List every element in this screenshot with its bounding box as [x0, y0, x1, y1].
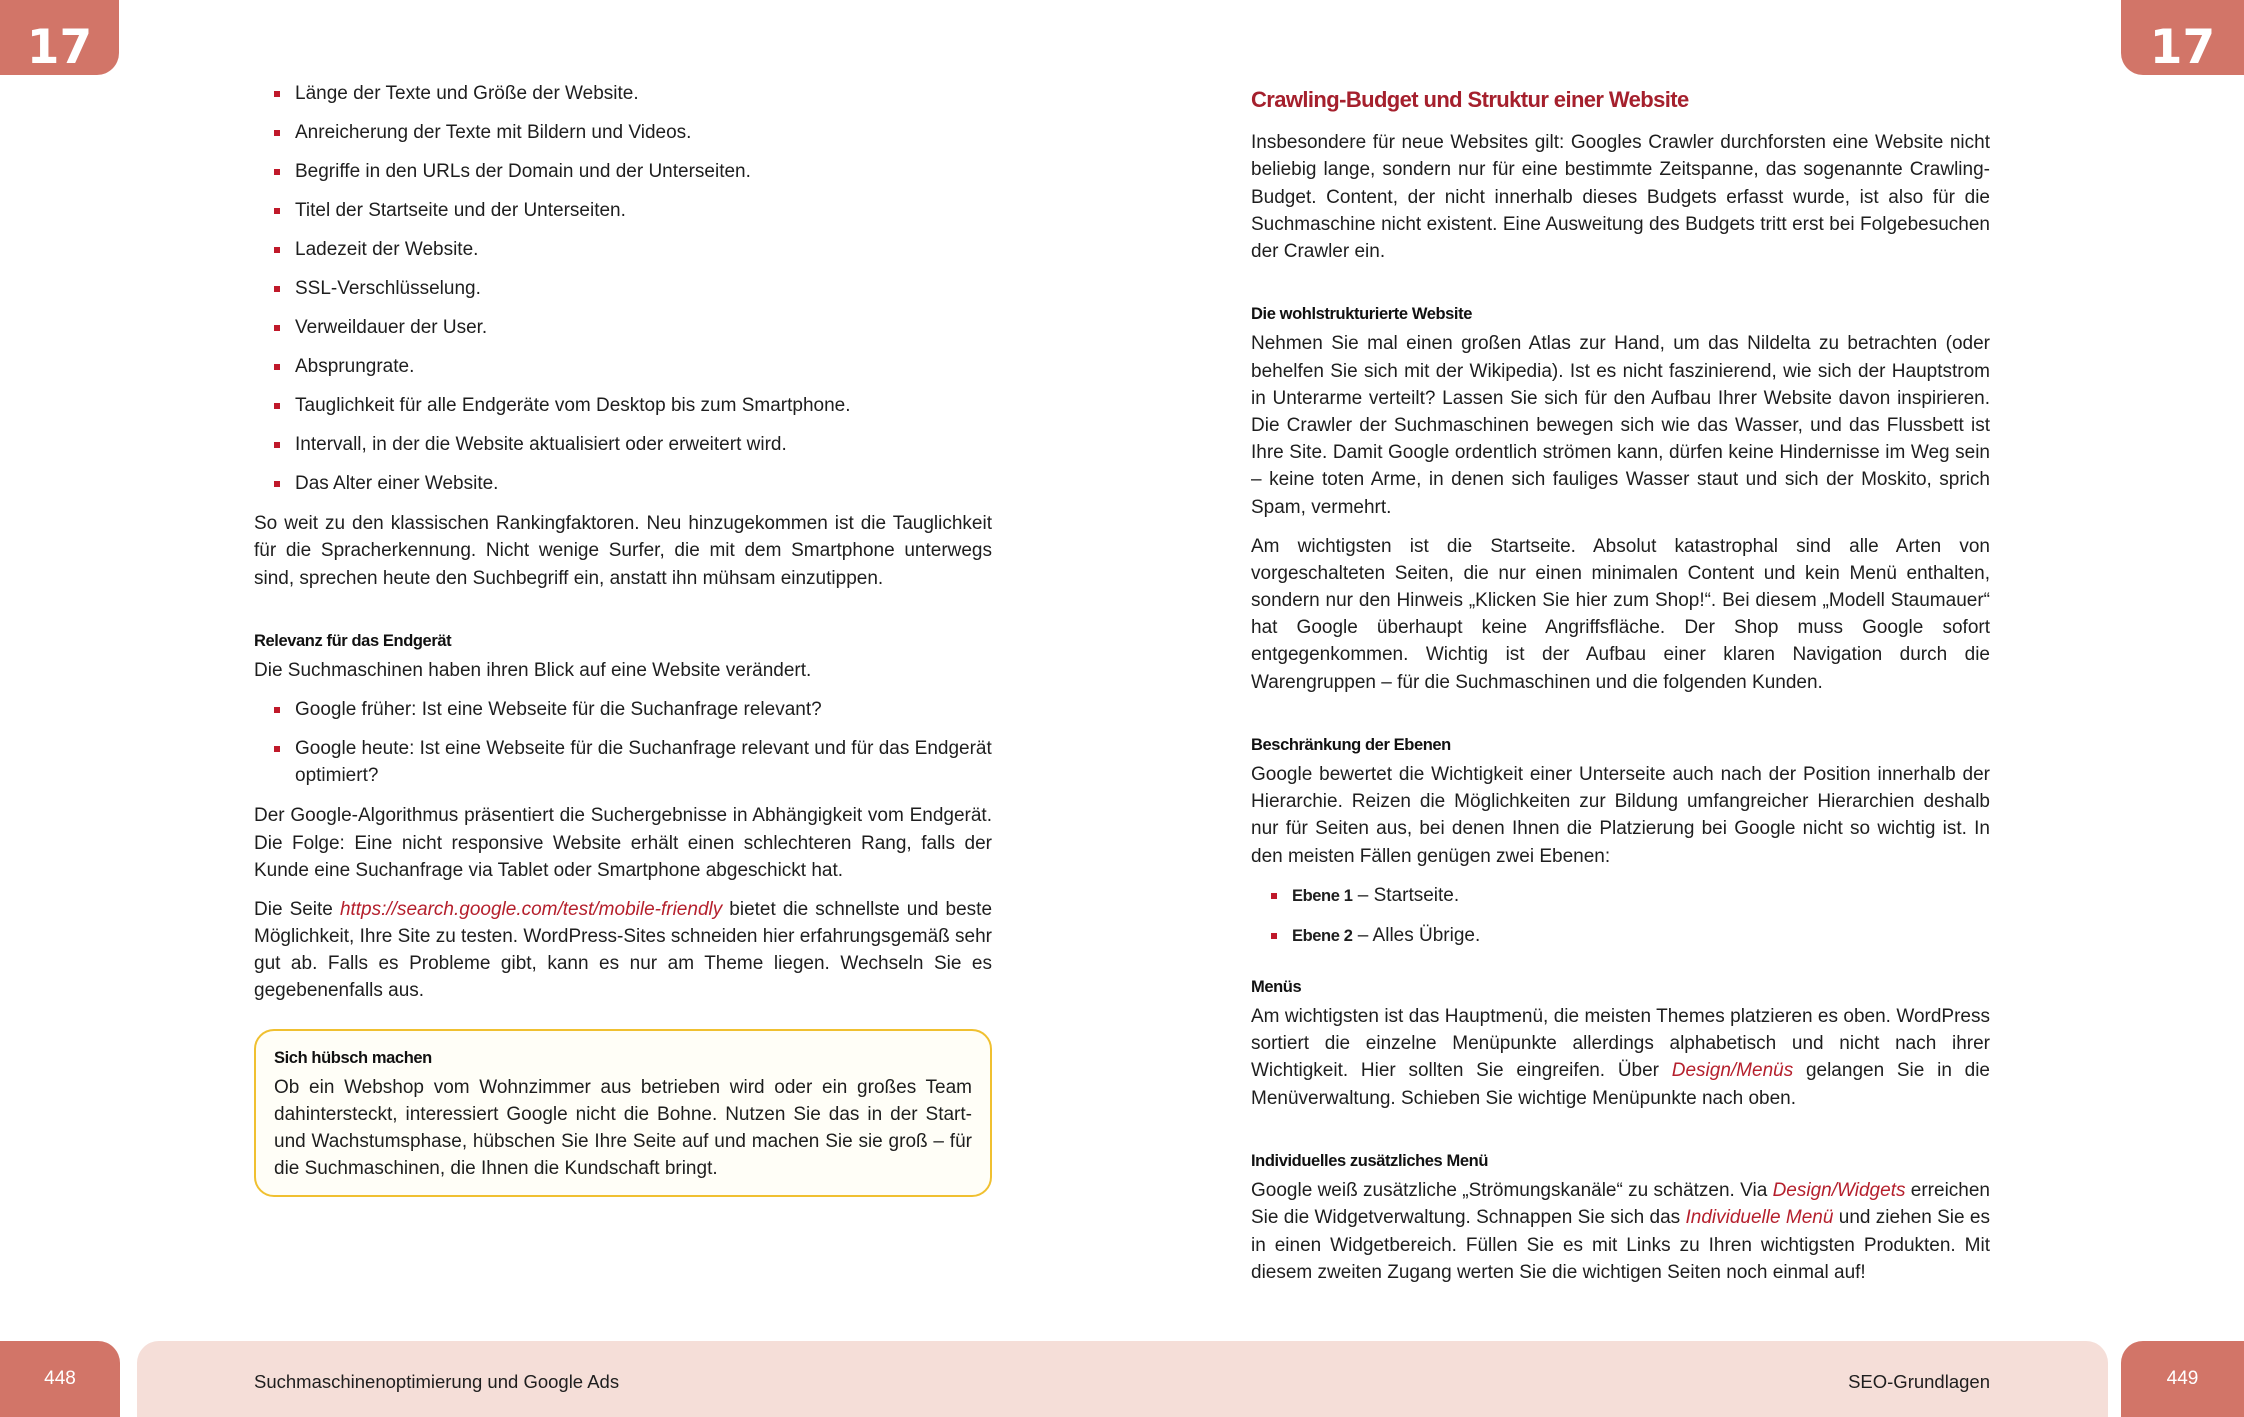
list-item: Titel der Startseite und der Unterseiten.	[254, 197, 992, 224]
design-menus-link[interactable]: Design/Menüs	[1671, 1060, 1794, 1082]
list-item: Tauglichkeit für alle Endgeräte vom Desktop bis zum Smartphone.	[254, 392, 992, 419]
footer-book-title: Suchmaschinenoptimierung und Google Ads	[254, 1371, 620, 1392]
page-number-left: 448	[0, 1341, 120, 1417]
design-widgets-link[interactable]: Design/Widgets	[1772, 1180, 1906, 1202]
paragraph-atlas: Nehmen Sie mal einen großen Atlas zur Hand, um das Nildelta zu betrachten (oder behelfen Sie sich mit der Wikipedia). Ist es nicht faszinierend, wie sich der Hauptstrom in Unterarme verteilt? Lassen Sie sich für den Aufbau Ihrer Website davon inspirieren. Die Crawler der Suchmaschinen bewegen sich wie das Wasser, und das Flussbett ist Ihre Site. Damit Google ordentlich strömen kann, dürfen keine Hindernisse im Weg sein – keine toten Arme, in denen sich fauliges Wasser staut und sich der Moskito, sprich Spam, vermehrt.	[1251, 333, 1990, 518]
list-item	[1251, 882, 1990, 910]
list-item: Google früher: Ist eine Webseite für die Suchanfrage relevant?	[254, 696, 992, 723]
list-item: Ladezeit der Website.	[254, 236, 992, 263]
ebene-text: – Startseite.	[1352, 884, 1460, 906]
paragraph-startseite: Am wichtigsten ist die Startseite. Absolut katastrophal sind alle Arten von vorgeschalteten Seiten, die nur einen minimalen Content und kein Menü enthalten, sondern nur den Hinweis „Klicken Sie hier zum Shop!“. Bei diesem „Modell Staumauer“ hat Google überhaupt keine Angriffsfläche. Der Shop muss Google sofort entgegenkommen. Wichtig ist der Aufbau einer klaren Navigation durch die Warengruppen – für die Suchmaschinen und die folgenden Kunden.	[1251, 535, 1990, 693]
paragraph-crawling: Insbesondere für neue Websites gilt: Googles Crawler durchforsten eine Website nicht beliebig lange, sondern nur für eine bestimmte Zeitspanne, das sogenannte Crawling-Budget. Content, der nicht innerhalb dieses Budgets erfasst wurde, ist also für die Suchmaschine nicht existent. Eine Ausweitung des Budgets tritt erst bei Folgebesuchen der Crawler ein.	[1251, 132, 1990, 263]
heading-relevanz: Relevanz für das Endgerät	[254, 631, 452, 650]
paragraph-relevanz: Die Suchmaschinen haben ihren Blick auf eine Website verändert.	[254, 660, 812, 682]
text-segment: bietet die schnellste und beste Möglichkeit, Ihre Site zu testen. WordPress-Sites schneiden hier erfahrungsgemäß sehr gut ab. Falls es Probleme gibt, kann es nur am Theme liegen. Wechseln Sie es gegebenenfalls aus.	[254, 898, 993, 1002]
google-comparison-list	[254, 696, 992, 789]
text-segment: Am wichtigsten ist das Hauptmenü, die meisten Themes platzieren es oben. WordPress sortiert die einzelne Menüpunkte allerdings alphabetisch und nicht nach ihrer Wichtigkeit. Hier sollten Sie eingreifen. Über	[1251, 1006, 1990, 1082]
footer-chapter-title: SEO-Grundlagen	[1848, 1371, 1990, 1392]
list-item: Intervall, in der die Website aktualisiert oder erweitert wird.	[254, 431, 992, 458]
list-item: Google heute: Ist eine Webseite für die Suchanfrage relevant und für das Endgerät optimiert?	[254, 735, 992, 789]
individuelle-menu-link[interactable]: Individuelle Menü	[1685, 1207, 1834, 1229]
heading-individuell: Individuelles zusätzliches Menü	[1251, 1151, 1488, 1170]
tip-box	[254, 1029, 992, 1197]
tip-box-heading: Sich hübsch machen	[274, 1048, 432, 1067]
heading-menus: Menüs	[1251, 977, 1302, 996]
heading-ebenen: Beschränkung der Ebenen	[1251, 735, 1451, 754]
ebene-label: Ebene 2	[1292, 926, 1353, 945]
paragraph-individuell	[1251, 1177, 1990, 1286]
list-item: Länge der Texte und Größe der Website.	[254, 80, 992, 107]
list-item: Begriffe in den URLs der Domain und der Unterseiten.	[254, 158, 992, 185]
paragraph-mobile-test	[254, 896, 992, 1005]
right-page-column	[1251, 80, 1990, 1298]
paragraph-algorithmus: Der Google-Algorithmus präsentiert die Suchergebnisse in Abhängigkeit vom Endgerät. Die Folge: Eine nicht responsive Website erhält einen schlechteren Rang, falls der Kunde eine Suchanfrage via Tablet oder Smartphone abgeschickt hat.	[254, 805, 992, 881]
paragraph-ebenen: Google bewertet die Wichtigkeit einer Unterseite auch nach der Position innerhalb der Hierarchie. Reizen die Möglichkeiten zur Bildung umfangreicher Hierarchien deshalb nur für Seiten aus, bei denen Ihnen die Platzierung bei Google nicht so wichtig ist. In den meisten Fällen genügen zwei Ebenen:	[1251, 764, 1990, 867]
ebene-label: Ebene 1	[1292, 886, 1353, 905]
mobile-friendly-test-link[interactable]: https://search.google.com/test/mobile-friendly	[339, 898, 723, 920]
list-item: Absprungrate.	[254, 353, 992, 380]
chapter-tab-right: 17	[2121, 0, 2244, 75]
tip-box-text: Ob ein Webshop vom Wohnzimmer aus betrieben wird oder ein großes Team dahintersteckt, interessiert Google nicht die Bohne. Nutzen Sie das in der Start- und Wachstumsphase, hübschen Sie Ihre Seite auf und machen Sie sie groß – für die Suchmaschinen, die Ihnen die Kundschaft bringt.	[274, 1076, 972, 1180]
list-item	[1251, 922, 1990, 950]
list-item: Verweildauer der User.	[254, 314, 992, 341]
list-item: SSL-Verschlüsselung.	[254, 275, 992, 302]
chapter-tab-left: 17	[0, 0, 119, 75]
ebenen-list	[1251, 882, 1990, 950]
paragraph-ranking: So weit zu den klassischen Rankingfaktoren. Neu hinzugekommen ist die Tauglichkeit für die Spracherkennung. Nicht wenige Surfer, die mit dem Smartphone unterwegs sind, sprechen heute den Suchbegriff ein, anstatt ihn mühsam einzutippen.	[254, 513, 992, 589]
text-segment: Die Seite	[254, 898, 340, 920]
paragraph-menus	[1251, 1003, 1990, 1112]
ranking-factor-list	[254, 80, 992, 497]
section-heading-crawling: Crawling-Budget und Struktur einer Website	[1251, 87, 1689, 112]
ebene-text: – Alles Übrige.	[1352, 924, 1481, 946]
text-segment: und ziehen Sie es in einen Widgetbereich. Füllen Sie es mit Links zu Ihren wichtigsten Produkten. Mit diesem zweiten Zugang werten Sie die wichtigen Seiten noch einmal auf!	[1251, 1207, 1990, 1283]
text-segment: Google weiß zusätzliche „Strömungskanäle“ zu schätzen. Via	[1251, 1180, 1773, 1202]
page-number-right: 449	[2121, 1341, 2244, 1417]
heading-struktur: Die wohlstrukturierte Website	[1251, 305, 1472, 324]
list-item: Das Alter einer Website.	[254, 470, 992, 497]
text-segment: erreichen Sie die Widgetverwaltung. Schnappen Sie sich das	[1251, 1180, 1990, 1229]
left-page-column	[254, 80, 992, 1197]
list-item: Anreicherung der Texte mit Bildern und Videos.	[254, 119, 992, 146]
text-segment: gelangen Sie in die Menüverwaltung. Schieben Sie wichtige Menüpunkte nach oben.	[1251, 1060, 1990, 1109]
